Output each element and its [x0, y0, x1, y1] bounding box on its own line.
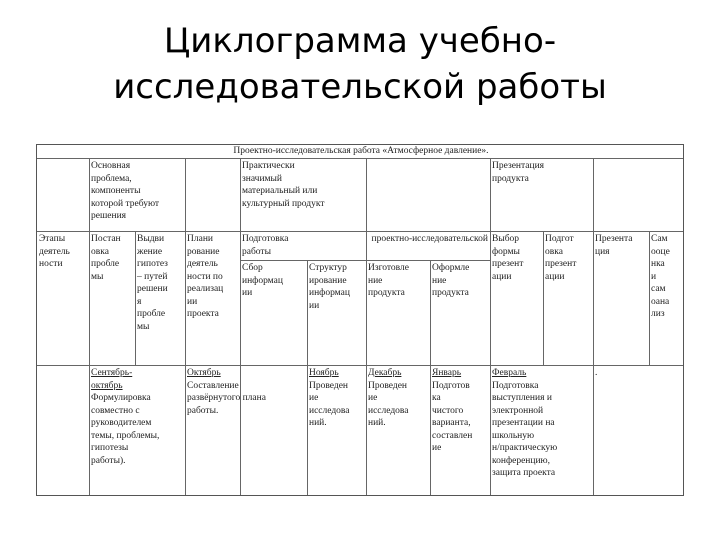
- make-product-cell: Изготовле ние продукта: [368, 263, 409, 298]
- design-product-cell: Оформле ние продукта: [432, 263, 470, 298]
- planning-cell: Плани рование деятель ности по реализац ии проекта: [187, 234, 224, 319]
- presentation-cell: Презента ция: [595, 234, 633, 257]
- structure-info-cell: Структур ирование информац ии: [309, 263, 350, 311]
- hypothesis-cell: Выдви жение гипотез – путей решени я пробле мы: [137, 234, 168, 332]
- product-cell: Практически значимый материальный или культурный продукт: [242, 161, 325, 209]
- presentation-product-cell: Презентация продукта: [492, 161, 545, 184]
- collect-info-cell: Сбор информац ии: [242, 263, 283, 298]
- stages-cell: Этапы деятель ности: [39, 234, 70, 269]
- february-cell: Февраль Подготовка выступления и электронной презентации на школьную н/практическую конференцию, защита проекта: [492, 368, 558, 478]
- december-cell: Декабрь Проведен ие исследова ний.: [368, 368, 409, 428]
- slide-title: [0, 18, 720, 110]
- table-caption: Проектно-исследовательская работа «Атмосферное давление».: [233, 146, 489, 156]
- main-problem-cell: Основная проблема, компоненты которой требуют решения: [91, 161, 160, 221]
- problem-setting-cell: Постан овка пробле мы: [91, 234, 121, 282]
- title-line-1: Циклограмма учебно-: [163, 21, 557, 61]
- title-line-2: исследовательской работы: [113, 67, 607, 107]
- november-cell: Ноябрь Проведен ие исследова ний.: [309, 368, 350, 428]
- january-cell: Январь Подготов ка чистого варианта, составлен ие: [432, 368, 473, 453]
- self-evaluation-cell: Сам ооце нка и сам оана лиз: [651, 234, 670, 319]
- preparation-header-cell: Подготовка проектно-исследовательской работы: [242, 234, 488, 257]
- final-stage-cell: .: [595, 368, 598, 378]
- prepare-presentation-cell: Подгот овка презент ации: [545, 234, 577, 282]
- october-cell: Октябрь Составление развёрнутого плана работы.: [187, 368, 266, 416]
- cyclogram-table: [36, 144, 684, 496]
- sep-oct-cell: Сентябрь- октябрь Формулировка совместно с руководителем темы, проблемы, гипотезы работы).: [91, 368, 160, 466]
- choose-form-cell: Выбор формы презент ации: [492, 234, 524, 282]
